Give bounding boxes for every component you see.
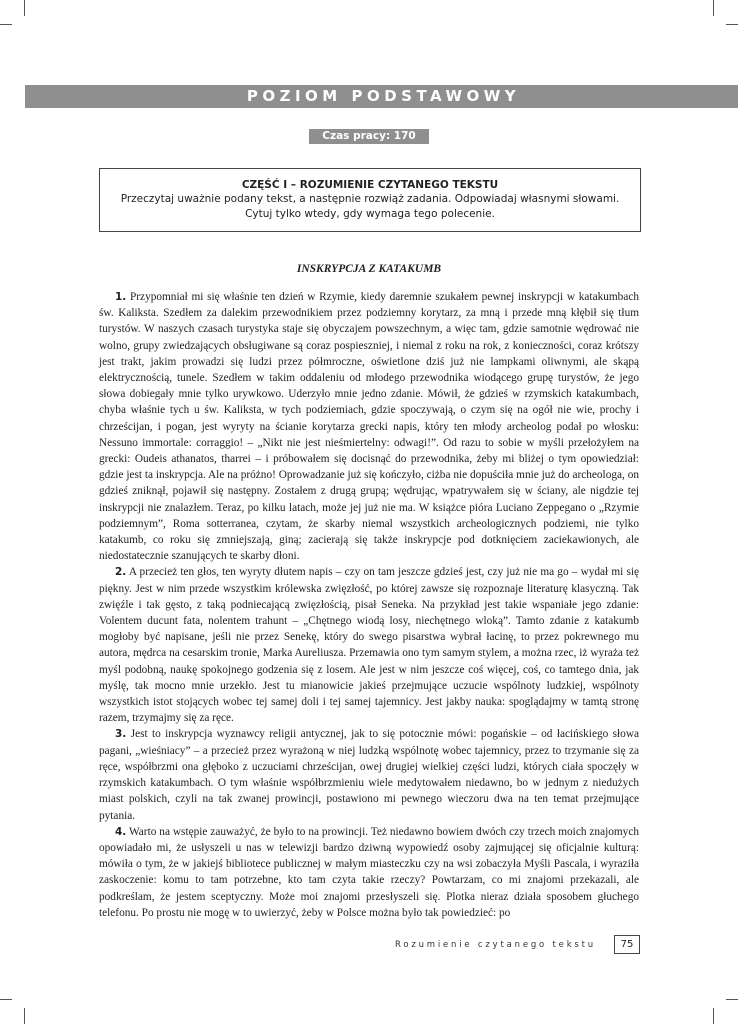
page-number: 75 [614, 935, 640, 954]
task-instructions-box [99, 168, 641, 232]
paragraph [99, 564, 639, 726]
crop-mark [713, 1008, 714, 1024]
paragraph-number: 1. [115, 291, 127, 303]
paragraph-text: Jest to inskrypcja wyznawcy religii antycznej, jak to się potocznie mówi: pogańskie – od łacińskiego słowa pagani, „wieśniacy” – a przecież przez wyrażoną w niej ludzką wspólnotę wobec tajemnicy, przez to trzymanie się za ręce, współbrzmi ona głęboko z uczuciami chrześcijan, owej drugiej wielkiej części ludzi, których ciała spoczęły w rzymskich katakumbach. O tym właśnie współbrzmieniu wiele medytowałem niedawno, bo w jednym z niedużych miast polskich, czyli na tak zwanej prowincji, postawiono mi pewnego wieczoru dwa na ten temat przejmujące pytania. [99, 728, 639, 822]
task-instruction-line: Cytuj tylko wtedy, gdy wymaga tego polecenie. [245, 208, 495, 220]
paragraph-text: Warto na wstępie zauważyć, że było to na prowincji. Też niedawno bowiem dwóch czy trzech moich znajomych opowiadało mi, że usłyszeli u nas w telewizji bardzo dziwną wypowiedź osoby zajmującej się oficjalnie kulturą: mówiła o tym, że w jakiejś bibliotece publicznej w małym miasteczku czy na wsi zobaczyła Myśli Pascala, i wyraziła zaskoczenie: komu to tam potrzebne, kto tam czyta takie rzeczy? Powtarzam, co mi znajomi przekazali, ale podkreślam, że jestem sceptyczny. Może moi znajomi przesłyszeli się. Plotka nieraz działa sposobem głuchego telefonu. Po prostu nie mogę w to uwierzyć, żeby w Polsce można było tak powiedzieć: po [99, 825, 639, 919]
paragraph-number: 2. [115, 566, 127, 579]
article-body [99, 289, 639, 921]
crop-mark [24, 0, 25, 16]
crop-mark [24, 1008, 25, 1024]
crop-mark [0, 999, 12, 1000]
time-label: Czas pracy: 170 minut [309, 129, 429, 144]
crop-mark [0, 24, 12, 25]
crop-mark [726, 999, 738, 1000]
paragraph [99, 289, 639, 564]
footer-section-label: Rozumienie czytanego tekstu [395, 940, 596, 950]
paragraph [99, 726, 639, 823]
paragraph-number: 4. [115, 825, 127, 838]
task-instruction-line: Przeczytaj uważnie podany tekst, a następnie rozwiąż zadania. Odpowiadaj własnymi słowami. [120, 193, 620, 205]
paragraph-text: Przypomniał mi się właśnie ten dzień w Rzymie, kiedy daremnie szukałem pewnej inskrypcji w katakumbach św. Kaliksta. Szedłem za dalekim przewodnikiem przez podziemny korytarz, za mną i przede mną kłębił się tłum turystów. W naszych czasach turystyka staje się obyczajem powszechnym, a więc tam, gdzie samotnie wędrować nie wolno, grupy zwiedzających obsługiwane są coraz pospieszniej, i niemal z roku na rok, z konieczności, coraz krótszy jest trakt, jakim prowadzi się ludzi przez półmroczne, oświetlone dziś już nie lampkami oliwnymi, ale skąpą elektrycznością, tunele. Szedłem w takim oddaleniu od młodego przewodnika wiodącego grupę turystów, że jego słowa dobiegały mnie tylko urywkowo. Uderzyło mnie jedno zdanie. Mówił, że gdzieś w rzymskich katakumbach, chyba właśnie tych u św. Kaliksta, w tych podziemiach, gdzie spoczywają, o czym się na ogół nie wie, prochy i chrześcijan, i pogan, jest wyryty na ścianie korytarza grecki napis, który ten młody archeolog podał po włosku: Nessuno immortale: corraggio! – „Nikt nie jest nieśmiertelny: odwagi!”. Od razu to sobie w myśli przełożyłem na grecki: Oudeis athanatos, tharrei – i próbowałem się docisnąć do przewodnika, żeby mi bliżej o tym opowiedział: gdzie jest ta inskrypcja. Ale na próżno! Oprowadzanie już się kończyło, ciżba nie dopuściła mnie już do archeologa, on gdzieś zniknął, pojawił się następny. Zostałem z drugą grupą; wędrując, wpatrywałem się w ściany, ale nigdzie tej inskrypcji nie znalazłem. Teraz, po kilku latach, może jej już nie ma. W książce pióra Luciano Zeppegano o „Rzymie podziemnym”, Roma sotterranea, czytam, że skarby niemal wszystkich archeologicznych podziemi, nie tylko katakumb, co roku się zmniejszają, giną; zacierają się także inskrypcje pod dotknięciem zaciekawionych, ale niedostatecznie szanujących te skarby dłoni. [99, 291, 639, 563]
level-banner: POZIOM PODSTAWOWY [25, 85, 738, 108]
paragraph [99, 824, 639, 921]
crop-mark [713, 0, 714, 16]
crop-mark [726, 24, 738, 25]
paragraph-number: 3. [115, 728, 127, 741]
task-title: CZĘŚĆ I – ROZUMIENIE CZYTANEGO TEKSTU [241, 179, 499, 191]
article-title: INSKRYPCJA Z KATAKUMB [296, 263, 442, 275]
paragraph-text: A przecież ten głos, ten wyryty dłutem napis – czy on tam jeszcze gdzieś jest, czy już nie ma go – wydał mi się piękny. Jest w nim przede wszystkim królewska zwięzłość, po której zawsze się rozpoznaje literaturę klasyczną. Tak zwięźle i tak gęsto, z taką podniecającą zwięzłością, pisał Seneka. Na przykład jest takie wspaniałe jego zdanie: Volentem ducunt fata, nolentem trahunt – „Chętnego wiodą losy, niechętnego wloką”. Tamto zdanie z katakumb mogłoby być napisane, jeśli nie przez Senekę, który do swego pisarstwa wybrał łacinę, to przez pokrewnego mu autora, mędrca na cesarskim tronie, Marka Aureliusza. Przemawia ono tym samym stylem, a można rzec, iż wyraża też myśl podobną, naukę spokojnego godzenia się z losem. Ale jest w nim jeszcze coś więcej, coś, co tamtego dnia, jak myślę, tak mocno mnie urzekło. Jest tu mianowicie jakieś przejmujące uczucie wspólnoty ludzkiej, wspólnoty wszystkich istot stojących wobec tej samej doli i tej samej tajemnicy. Jest jakby nauka: spoglądajmy w tamtą stronę razem, trzymajmy się za ręce. [99, 566, 639, 725]
